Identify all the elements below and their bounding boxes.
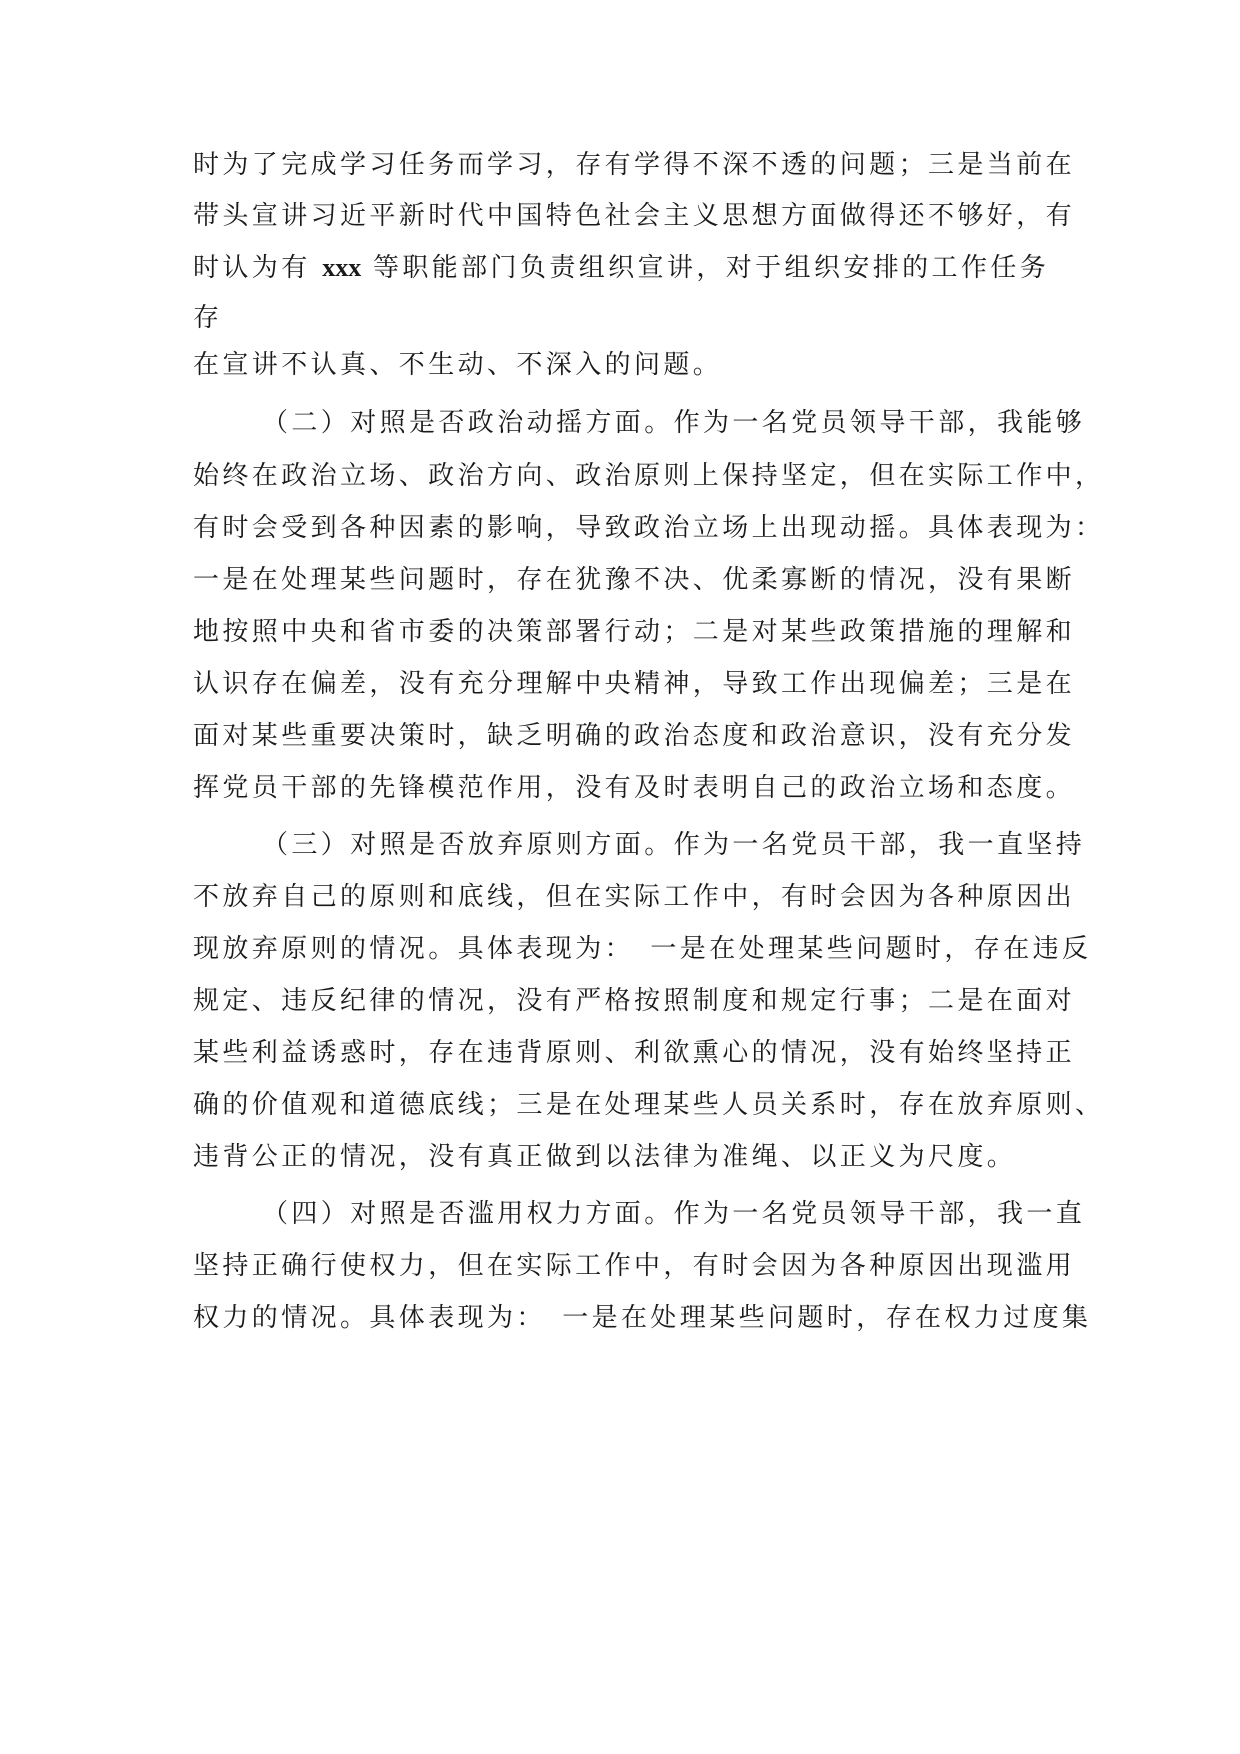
text-line: 带头宣讲习近平新时代中国特色社会主义思想方面做得还不够好，有 bbox=[193, 201, 1076, 231]
paragraph-heading-4: （四）对照是否滥用权力方面。作为一名党员领导干部，我一直 bbox=[262, 1199, 1086, 1229]
text-line: 规定、违反纪律的情况，没有严格按照制度和规定行事；二是在面对 bbox=[193, 986, 1076, 1016]
text-line bbox=[193, 250, 1053, 286]
text-line: 地按照中央和省市委的决策部署行动；二是对某些政策措施的理解和 bbox=[193, 617, 1076, 647]
text-span: 时认为有 bbox=[193, 253, 311, 283]
text-line: 始终在政治立场、政治方向、政治原则上保持坚定，但在实际工作中， bbox=[193, 461, 1105, 491]
text-line: 现放弃原则的情况。具体表现为： 一是在处理某些问题时，存在违反 bbox=[193, 934, 1092, 964]
text-line: 在宣讲不认真、不生动、不深入的问题。 bbox=[193, 350, 723, 380]
text-line: 面对某些重要决策时，缺乏明确的政治态度和政治意识，没有充分发 bbox=[193, 721, 1076, 751]
text-line: 时为了完成学习任务而学习，存有学得不深不透的问题；三是当前在 bbox=[193, 150, 1076, 180]
paragraph-heading-3: （三）对照是否放弃原则方面。作为一名党员干部，我一直坚持 bbox=[262, 830, 1086, 860]
text-span: 等职能部门负责组织宣讲，对于组织安排的工作任务 bbox=[372, 253, 1050, 283]
text-line: 不放弃自己的原则和底线，但在实际工作中，有时会因为各种原因出 bbox=[193, 882, 1076, 912]
text-line: 一是在处理某些问题时，存在犹豫不决、优柔寡断的情况，没有果断 bbox=[193, 565, 1076, 595]
paragraph-heading-2: （二）对照是否政治动摇方面。作为一名党员领导干部，我能够 bbox=[262, 408, 1086, 438]
text-line: 认识存在偏差，没有充分理解中央精神，导致工作出现偏差；三是在 bbox=[193, 669, 1076, 699]
text-line: 违背公正的情况，没有真正做到以法律为准绳、以正义为尺度。 bbox=[193, 1142, 1017, 1172]
text-line: 权力的情况。具体表现为： 一是在处理某些问题时，存在权力过度集 bbox=[193, 1303, 1092, 1333]
text-line: 挥党员干部的先锋模范作用，没有及时表明自己的政治立场和态度。 bbox=[193, 773, 1076, 803]
text-line: 坚持正确行使权力，但在实际工作中，有时会因为各种原因出现滥用 bbox=[193, 1251, 1076, 1281]
text-line: 确的价值观和道德底线；三是在处理某些人员关系时，存在放弃原则、 bbox=[193, 1090, 1105, 1120]
text-line: 有时会受到各种因素的影响，导致政治立场上出现动摇。具体表现为： bbox=[193, 513, 1105, 543]
text-line: 某些利益诱惑时，存在违背原则、利欲熏心的情况，没有始终坚持正 bbox=[193, 1038, 1076, 1068]
text-line: 存 bbox=[193, 303, 223, 333]
placeholder-xxx: xxx bbox=[322, 253, 362, 282]
